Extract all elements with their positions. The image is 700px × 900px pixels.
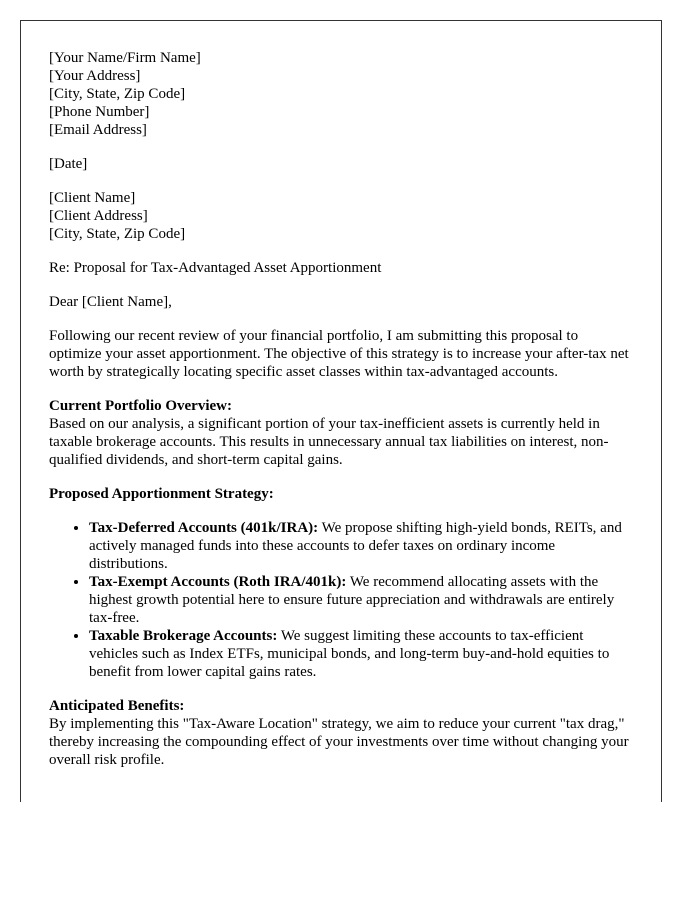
sender-block bbox=[49, 49, 634, 139]
list-item-label: Tax-Deferred Accounts (401k/IRA): bbox=[89, 520, 319, 536]
recipient-city: [City, State, Zip Code] bbox=[49, 226, 186, 242]
list-item-label: Taxable Brokerage Accounts: bbox=[89, 628, 278, 644]
benefits-section bbox=[49, 697, 634, 769]
list-item-text: We recommend allocating assets with the highest growth potential here to ensure future appreciation and withdrawals are entirely tax-free. bbox=[89, 574, 615, 626]
benefits-heading: Anticipated Benefits: bbox=[49, 698, 185, 714]
sender-city: [City, State, Zip Code] bbox=[49, 86, 186, 102]
recipient-name: [Client Name] bbox=[49, 190, 136, 206]
recipient-block bbox=[49, 189, 634, 243]
list-item bbox=[89, 573, 634, 627]
overview-text: Based on our analysis, a significant portion of your tax-inefficient assets is currently held in taxable brokerage accounts. This results in unnecessary annual tax liabilities on interest, non-qualified dividends, and short-term capital gains. bbox=[49, 416, 609, 468]
strategy-list bbox=[49, 519, 634, 681]
subject-line: Re: Proposal for Tax-Advantaged Asset Apportionment bbox=[49, 260, 382, 276]
strategy-heading-text: Proposed Apportionment Strategy: bbox=[49, 486, 274, 502]
recipient-address: [Client Address] bbox=[49, 208, 148, 224]
sender-phone: [Phone Number] bbox=[49, 104, 150, 120]
overview-section bbox=[49, 397, 634, 469]
list-item-label: Tax-Exempt Accounts (Roth IRA/401k): bbox=[89, 574, 347, 590]
list-item bbox=[89, 627, 634, 681]
list-item-text: We propose shifting high-yield bonds, REITs, and actively managed funds into these accounts to defer taxes on ordinary income distributions. bbox=[89, 520, 622, 572]
strategy-heading bbox=[49, 485, 634, 503]
list-item bbox=[89, 519, 634, 573]
sender-email: [Email Address] bbox=[49, 122, 147, 138]
overview-heading: Current Portfolio Overview: bbox=[49, 398, 232, 414]
date: [Date] bbox=[49, 156, 88, 172]
salutation: Dear [Client Name], bbox=[49, 294, 172, 310]
letter-page bbox=[20, 20, 662, 802]
sender-address: [Your Address] bbox=[49, 68, 141, 84]
benefits-text: By implementing this "Tax-Aware Location" strategy, we aim to reduce your current "tax drag," thereby increasing the compounding effect of your investments over time without changing your overall risk profile. bbox=[49, 716, 629, 768]
list-item-text: We suggest limiting these accounts to tax-efficient vehicles such as Index ETFs, municipal bonds, and long-term buy-and-hold equities to benefit from lower capital gains rates. bbox=[89, 628, 610, 680]
sender-name: [Your Name/Firm Name] bbox=[49, 50, 201, 66]
intro-paragraph: Following our recent review of your financial portfolio, I am submitting this proposal to optimize your asset apportionment. The objective of this strategy is to increase your after-tax net worth by strategically locating specific asset classes within tax-advantaged accounts. bbox=[49, 328, 629, 380]
